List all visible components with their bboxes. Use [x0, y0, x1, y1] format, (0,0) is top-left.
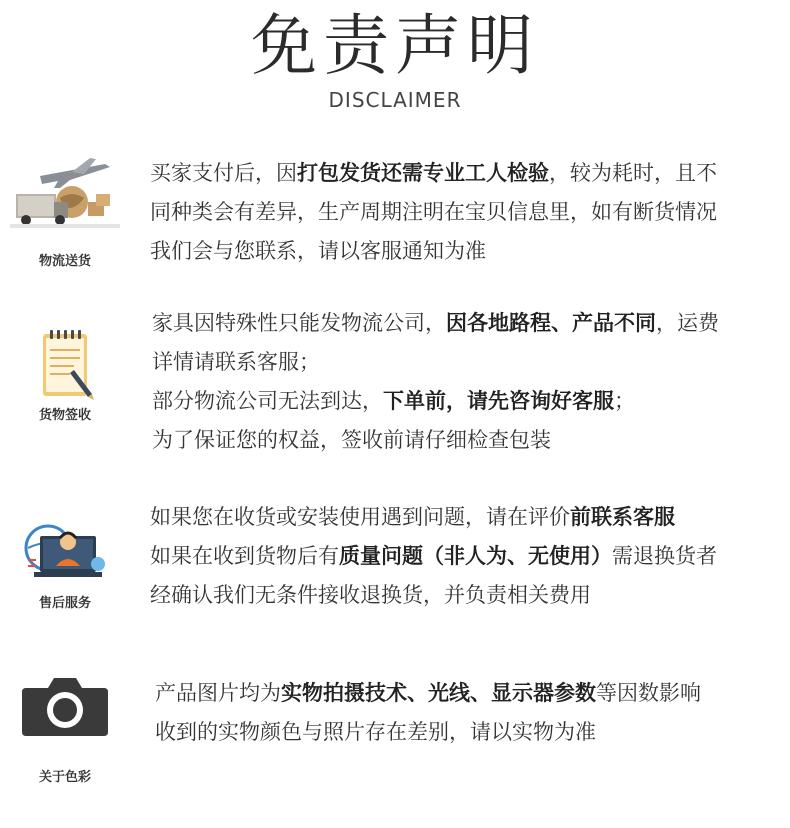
- text-line: [150, 498, 780, 537]
- body-text: ，较为耗时，且不: [549, 161, 717, 185]
- body-text: 同种类会有差异，生产周期注明在宝贝信息里，如有断货情况: [150, 200, 717, 224]
- text-line: [152, 304, 782, 343]
- body-text: 为了保证您的权益，签收前请仔细检查包装: [152, 428, 551, 452]
- text-line: [155, 713, 785, 752]
- section-label: 售后服务: [38, 596, 91, 611]
- text-line: [152, 343, 782, 382]
- body-text: 收到的实物颜色与照片存在差别，请以实物为准: [155, 720, 596, 744]
- emphasis-text: 打包发货还需专业工人检验: [297, 161, 549, 185]
- text-line: [152, 382, 782, 421]
- section-after-sales: [0, 498, 790, 618]
- section-label: 货物签收: [38, 408, 91, 423]
- customer-service-icon: [10, 508, 120, 588]
- body-text: 家具因特殊性只能发物流公司，: [152, 311, 446, 335]
- page-title: 免责声明: [251, 7, 539, 84]
- section-receipt: [0, 304, 790, 454]
- body-text: 如果您在收货或安装使用遇到问题，请在评价: [150, 505, 570, 529]
- emphasis-text: 前联系客服: [570, 505, 675, 529]
- emphasis-text: 质量问题（非人为、无使用）: [339, 544, 612, 568]
- text-line: [155, 674, 785, 713]
- section-text: [155, 674, 785, 752]
- text-line: [150, 154, 780, 193]
- logistics-icon: [10, 154, 120, 234]
- text-line: [152, 421, 782, 460]
- body-text: 经确认我们无条件接收退换货，并负责相关费用: [150, 583, 591, 607]
- section-text: [150, 498, 780, 615]
- body-text: ，运费: [656, 311, 719, 335]
- section-label: 物流送货: [38, 254, 91, 269]
- body-text: 如果在收到货物后有: [150, 544, 339, 568]
- notepad-icon: [10, 324, 120, 404]
- section-logistics: [0, 150, 790, 280]
- section-text: [150, 154, 780, 271]
- camera-icon: [10, 672, 120, 742]
- body-text: 需退换货者: [612, 544, 717, 568]
- body-text: 部分物流公司无法到达，: [152, 389, 383, 413]
- text-line: [150, 537, 780, 576]
- body-text: 买家支付后，因: [150, 161, 297, 185]
- emphasis-text: 实物拍摄技术、光线、显示器参数: [281, 681, 596, 705]
- section-label: 关于色彩: [38, 770, 91, 785]
- body-text: 产品图片均为: [155, 681, 281, 705]
- section-color: [0, 672, 790, 792]
- text-line: [150, 576, 780, 615]
- section-text: [152, 304, 782, 460]
- body-text: 详情请联系客服；: [152, 350, 320, 374]
- text-line: [150, 232, 780, 271]
- emphasis-text: 因各地路程、产品不同: [446, 311, 656, 335]
- emphasis-text: 下单前，请先咨询好客服: [383, 389, 614, 413]
- page-subtitle: DISCLAIMER: [328, 88, 462, 112]
- body-text: 等因数影响: [596, 681, 701, 705]
- text-line: [150, 193, 780, 232]
- body-text: ；: [614, 389, 635, 413]
- body-text: 我们会与您联系，请以客服通知为准: [150, 239, 486, 263]
